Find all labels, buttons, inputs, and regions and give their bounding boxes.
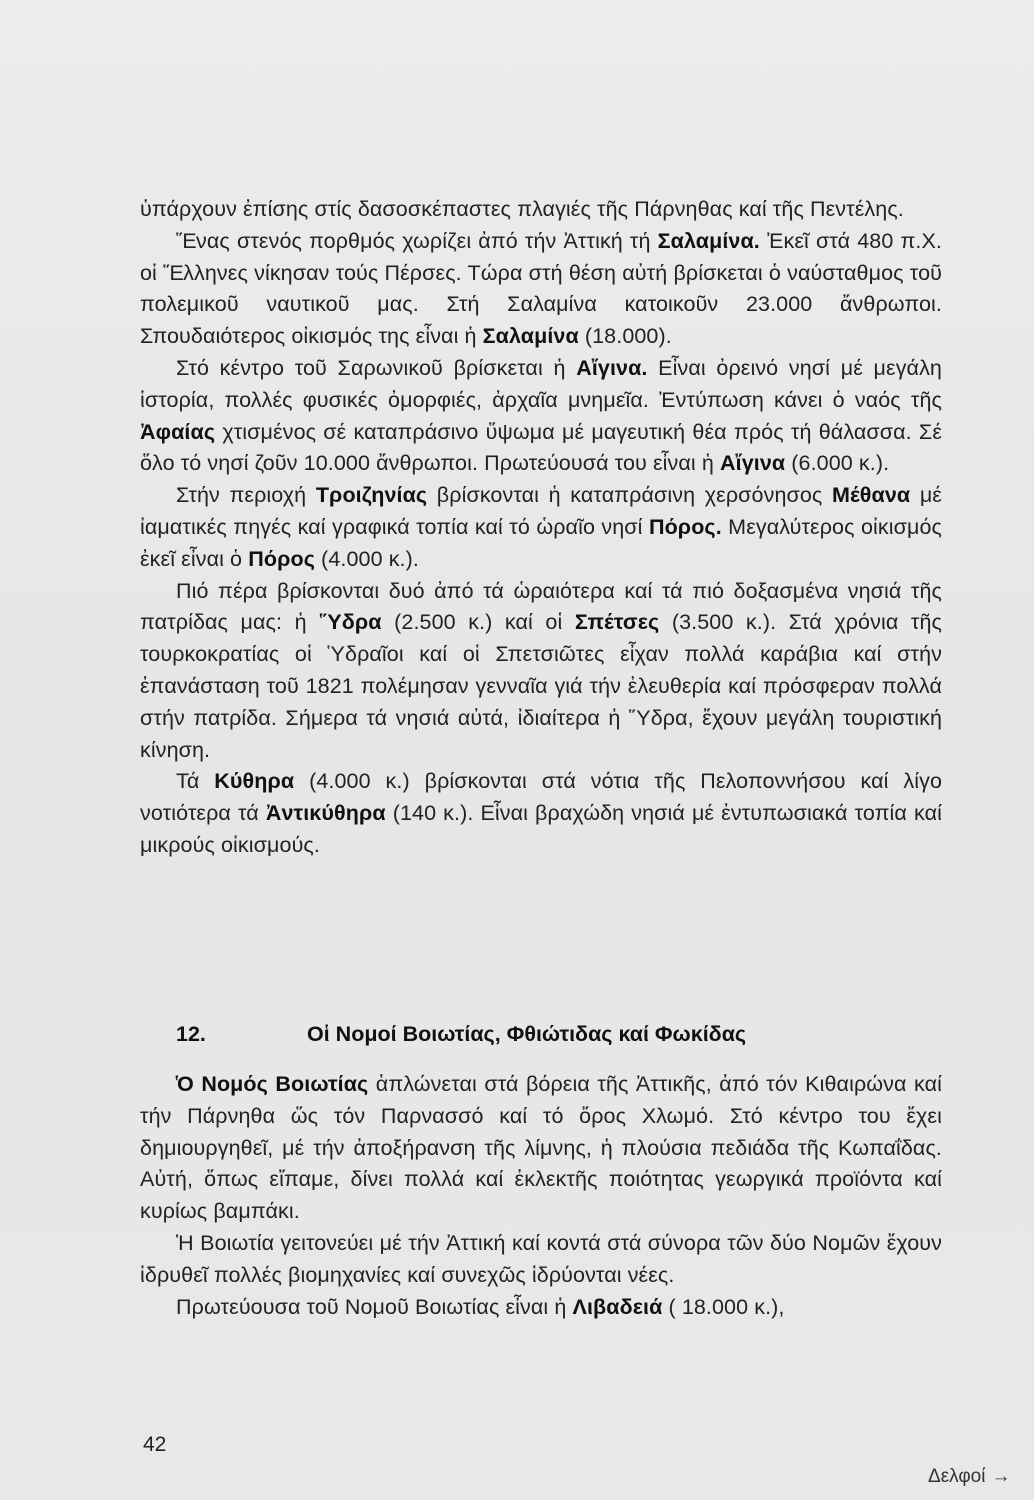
bold-term: Αἴγινα.	[576, 355, 648, 380]
text-block-top	[140, 194, 942, 862]
text-run: Τά	[176, 769, 215, 794]
bold-term: Τροιζηνίας	[315, 483, 428, 508]
bold-term: Πόρος	[248, 546, 315, 571]
text-run: Μεγαλύτερος οἰκισμός ἐκεῖ εἶναι ὁ	[140, 514, 942, 571]
text-run: (2.500 κ.) καί οἱ	[381, 610, 575, 635]
paragraph	[140, 353, 942, 480]
bold-term: Σαλαμίνα	[482, 324, 579, 349]
paragraph	[140, 1069, 942, 1228]
page-number: 42	[143, 1433, 167, 1456]
text-run: Ἐκεῖ στά 480 π.Χ. οἱ Ἕλληνες νίκησαν τούς Πέρσες. Τώρα στή θέση αὐτή βρίσκεται ὁ ναύσταθμος τοῦ πολεμικοῦ ναυτικοῦ μας. Στή Σαλαμίνα κατοικοῦν 23.000 ἄνθρωποι. Σπουδαιότερος οἰκισμός της εἶναι ἡ	[140, 228, 942, 349]
paragraph	[140, 1292, 942, 1324]
text-run: (18.000).	[578, 324, 672, 349]
text-block-bottom	[140, 1069, 942, 1323]
paragraph	[140, 194, 942, 226]
text-run: Εἶναι ὀρεινό νησί μέ μεγάλη ἱστορία, πολλές φυσικές ὀμορφιές, ἀρχαῖα μνημεῖα. Ἐντύπωση κάνει ὁ ναός τῆς	[140, 355, 942, 412]
bold-term: Ὕδρα	[319, 610, 382, 635]
text-run: Στό κέντρο τοῦ Σαρωνικοῦ βρίσκεται ἡ	[176, 355, 577, 380]
text-run: (4.000 κ.) βρίσκονται στά νότια τῆς Πελοποννήσου καί λίγο νοτιότερα τά	[140, 769, 943, 826]
paragraph	[140, 766, 942, 861]
text-run: Πρωτεύουσα τοῦ Νομοῦ Βοιωτίας εἶναι ἡ	[176, 1294, 573, 1319]
text-run: (140 κ.). Εἶναι βραχώδη νησιά μέ ἐντυπωσιακά τοπία καί μικρούς οἰκισμούς.	[140, 801, 942, 857]
text-run: βρίσκονται ἡ καταπράσινη χερσόνησος	[427, 483, 832, 508]
paragraph	[140, 576, 942, 767]
photo-caption	[928, 1466, 1010, 1488]
section-title: Οἱ Νομοί Βοιωτίας, Φθιώτιδας καί Φωκίδας	[307, 1022, 747, 1046]
bold-term: Μέθανα	[831, 483, 911, 508]
bold-term: Κύθηρα	[214, 769, 295, 794]
text-run: (4.000 κ.).	[314, 546, 419, 571]
caption-text: Δελφοί	[928, 1466, 986, 1487]
text-run: ἁπλώνεται στά βόρεια τῆς Ἀττικῆς, ἀπό τόν Κιθαιρώνα καί τήν Πάρνηθα ὥς τόν Παρνασσό καί τό ὄρος Χλωμό. Στό κέντρο του ἔχει δημιουργηθεῖ, μέ τήν ἀποξήρανση τῆς λίμνης, ἡ πλούσια πεδιάδα τῆς Κωπαΐδας. Αὐτή, ὅπως εἴπαμε, δίνει πολλά καί ἐκλεκτῆς ποιότητας γεωργικά προϊόντα καί κυρίως βαμπάκι.	[140, 1072, 942, 1224]
text-run: (6.000 κ.).	[785, 451, 890, 476]
text-run: (3.500 κ.). Στά χρόνια τῆς τουρκοκρατίας οἱ Ὑδραῖοι καί οἱ Σπετσιῶτες εἶχαν πολλά καράβια καί στήν ἐπανάσταση τοῦ 1821 πολέμησαν γενναῖα γιά τήν ἐλευθερία καί πρόσφεραν πολλά στήν πατρίδα. Σήμερα τά νησιά αὐτά, ἰδιαίτερα ἡ Ὕδρα, ἔχουν μεγάλη τουριστική κίνηση.	[140, 610, 942, 762]
text-run: Πιό πέρα βρίσκονται δυό ἀπό τά ὡραιότερα καί τά πιό δοξασμένα νησιά τῆς πατρίδας μας: ἡ	[140, 578, 942, 635]
text-run: Ἕνας στενός πορθμός χωρίζει ἀπό τήν Ἀττική τή	[176, 228, 658, 253]
section-number: 12.	[176, 1022, 206, 1046]
bold-term: Λιβαδειά	[572, 1294, 663, 1319]
bold-term: Ἀντικύθηρα	[265, 801, 386, 826]
text-run: ( 18.000 κ.),	[662, 1294, 785, 1319]
bold-term: Σπέτσες	[574, 610, 660, 635]
bold-term: Σαλαμίνα.	[657, 228, 760, 253]
text-run: ὑπάρχουν ἐπίσης στίς δασοσκέπαστες πλαγιές τῆς Πάρνηθας καί τῆς Πεντέλης.	[140, 197, 904, 221]
bold-term: Ἀφαίας	[140, 419, 216, 444]
bold-term: Ὁ Νομός Βοιωτίας	[176, 1072, 369, 1096]
text-run: μέ ἰαματικές πηγές καί γραφικά τοπία καί τό ὡραῖο νησί	[140, 483, 942, 539]
text-run: Ἡ Βοιωτία γειτονεύει μέ τήν Ἀττική καί κοντά στά σύνορα τῶν δύο Νομῶν ἔχουν ἱδρυθεῖ πολλές βιομηχανίες καί συνεχῶς ἱδρύονται νέες.	[140, 1230, 942, 1287]
text-run: Στήν περιοχή	[176, 483, 316, 508]
paragraph	[140, 480, 942, 575]
paragraph	[140, 1228, 942, 1292]
bold-term: Πόρος.	[648, 514, 722, 539]
section-heading	[176, 1022, 876, 1047]
arrow-right-icon: →	[991, 1466, 1011, 1487]
text-run: χτισμένος σέ καταπράσινο ὕψωμα μέ μαγευτική θέα πρός τή θάλασσα. Σέ ὅλο τό νησί ζοῦν 10.000 ἄνθρωποι. Πρωτεύουσά του εἶναι ἡ	[140, 419, 942, 476]
bold-term: Αἴγινα	[720, 451, 786, 476]
paragraph	[140, 226, 942, 353]
